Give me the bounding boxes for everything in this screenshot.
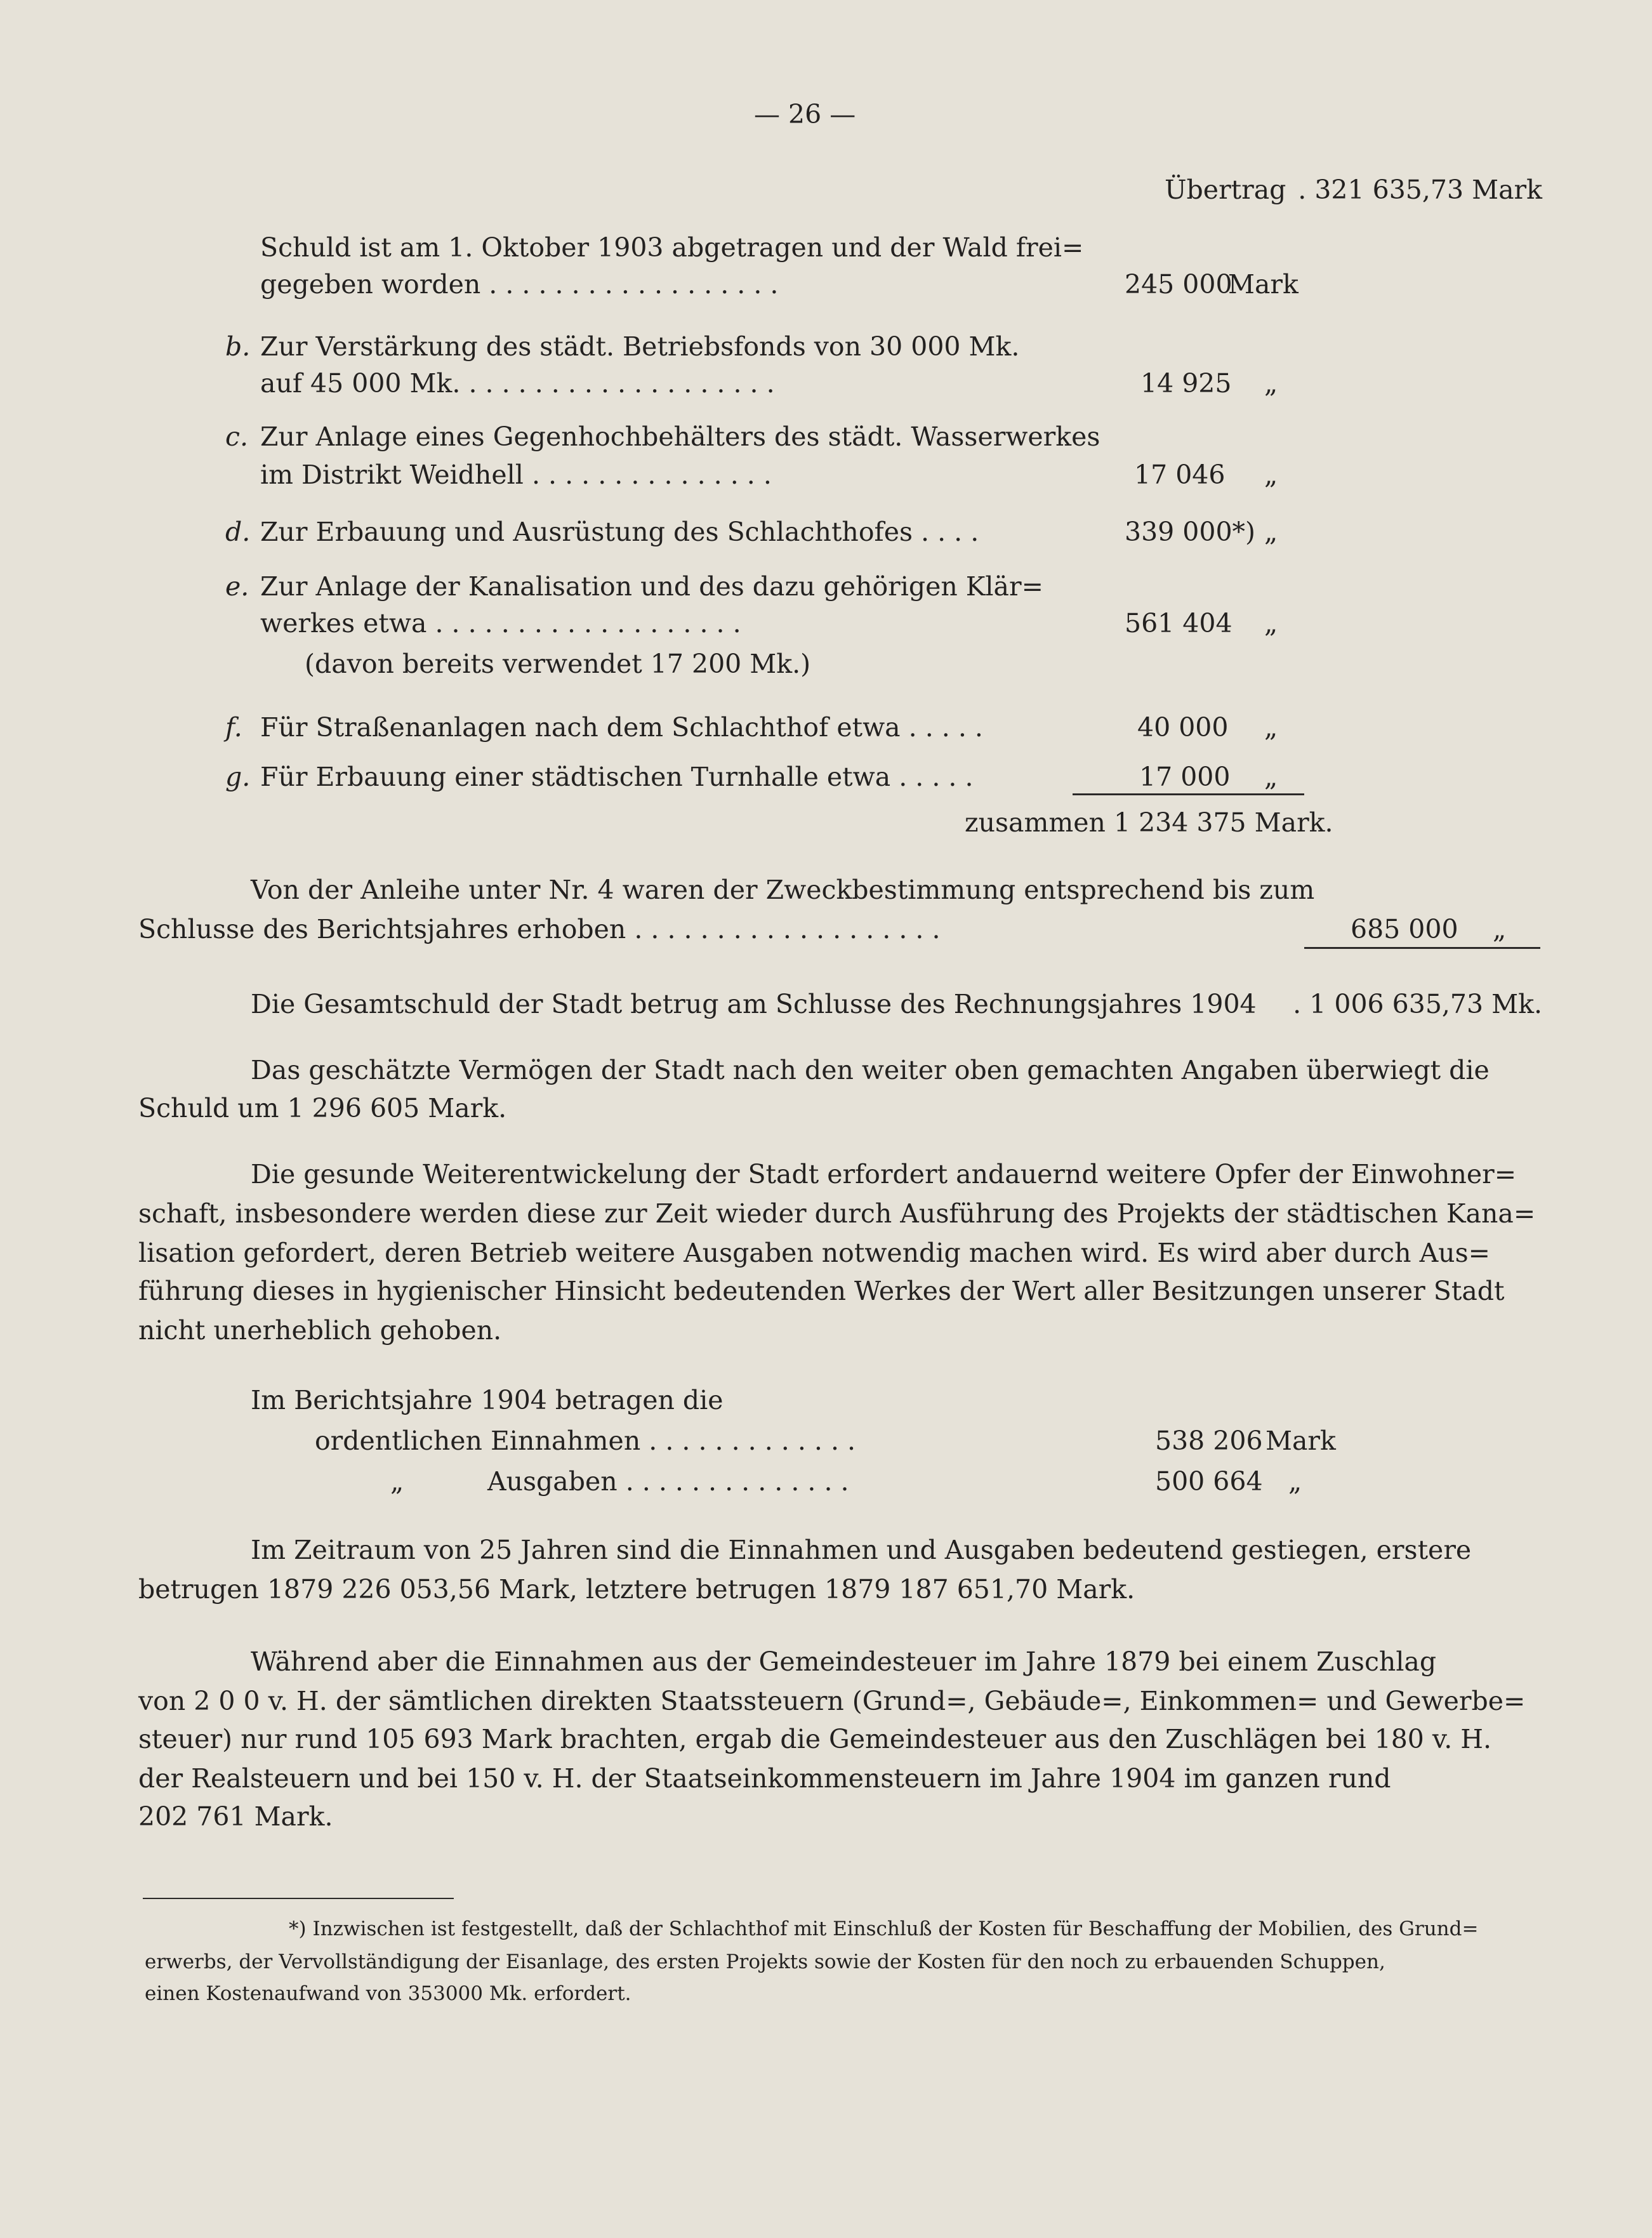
debt-item-g-line1: Für Erbauung einer städtischen Turnhalle etwa . . . . . bbox=[260, 762, 974, 792]
footnote-line3: einen Kostenaufwand von 353000 Mk. erfordert. bbox=[145, 1982, 631, 2005]
para-development-line3: lisation gefordert, deren Betrieb weitere Ausgaben notwendig machen wird. Es wird aber durch Aus= bbox=[138, 1238, 1490, 1268]
para-period-line1: Im Zeitraum von 25 Jahren sind die Einnahmen und Ausgaben bedeutend gestiegen, erstere bbox=[251, 1535, 1472, 1565]
debt-item-e-unit: „ bbox=[1264, 608, 1278, 639]
loan-unit: „ bbox=[1493, 914, 1507, 944]
debt-item-b-unit: „ bbox=[1264, 368, 1278, 399]
debt-item-c-unit: „ bbox=[1264, 460, 1278, 490]
loan-amount: 685 000 bbox=[1351, 914, 1458, 944]
budget-expense-ditto: „ bbox=[390, 1466, 404, 1497]
carry-over-label: Übertrag bbox=[1165, 175, 1286, 205]
debt-item-b-line2: auf 45 000 Mk. . . . . . . . . . . . . . . . . . . . bbox=[260, 368, 775, 399]
debt-item-b-amount: 14 925 bbox=[1140, 368, 1232, 399]
para-tax-line3: steuer) nur rund 105 693 Mark brachten, ergab die Gemeindesteuer aus den Zuschlägen bei 180 v. H. bbox=[138, 1724, 1492, 1754]
para-period-line2: betrugen 1879 226 053,56 Mark, letztere betrugen 1879 187 651,70 Mark. bbox=[138, 1574, 1135, 1605]
para-tax-line2: von 2 0 0 v. H. der sämtlichen direkten Staatssteuern (Grund=, Gebäude=, Einkommen= und Gewerbe= bbox=[138, 1686, 1526, 1716]
debt-item-c-line1: Zur Anlage eines Gegenhochbehälters des städt. Wasserwerkes bbox=[260, 421, 1100, 452]
budget-income-unit: Mark bbox=[1265, 1426, 1336, 1456]
debt-item-e-note: (davon bereits verwendet 17 200 Mk.) bbox=[305, 649, 811, 679]
loan-rule bbox=[1304, 947, 1540, 949]
debt-item-c-amount: 17 046 bbox=[1134, 460, 1226, 490]
budget-intro: Im Berichtsjahre 1904 betragen die bbox=[251, 1385, 724, 1415]
para-assets-line1: Das geschätzte Vermögen der Stadt nach den weiter oben gemachten Angaben überwiegt die bbox=[251, 1055, 1490, 1085]
debt-item-b-letter: b. bbox=[225, 331, 251, 362]
budget-income-value: 538 206 bbox=[1155, 1426, 1263, 1456]
debt-item-f-unit: „ bbox=[1264, 712, 1278, 743]
subtotal: zusammen 1 234 375 Mark. bbox=[965, 807, 1333, 838]
footnote-line1: *) Inzwischen ist festgestellt, daß der Schlachthof mit Einschluß der Kosten für Beschaffung der Mobilien, des Grund= bbox=[289, 1917, 1479, 1940]
debt-item-d-unit: „ bbox=[1264, 517, 1278, 547]
para-tax-line4: der Realsteuern und bei 150 v. H. der Staatseinkommensteuern im Jahre 1904 im ganzen rund bbox=[138, 1763, 1391, 1794]
budget-expense-value: 500 664 bbox=[1155, 1466, 1263, 1497]
debt-item-e-letter: e. bbox=[225, 571, 249, 602]
footnote-line2: erwerbs, der Vervollständigung der Eisanlage, des ersten Projekts sowie der Kosten für den noch zu erbauenden Schuppen, bbox=[145, 1950, 1385, 1973]
para-assets-line2: Schuld um 1 296 605 Mark. bbox=[138, 1093, 507, 1123]
debt-item-e-line2: werkes etwa . . . . . . . . . . . . . . . . . . . bbox=[260, 608, 741, 639]
debt-item-b-line1: Zur Verstärkung des städt. Betriebsfonds von 30 000 Mk. bbox=[260, 331, 1020, 362]
debt-item-e-amount: 561 404 bbox=[1125, 608, 1232, 639]
debt-item-c-line2: im Distrikt Weidhell . . . . . . . . . . . . . . . bbox=[260, 460, 772, 490]
loan-line1: Von der Anleihe unter Nr. 4 waren der Zweckbestimmung entsprechend bis zum bbox=[251, 875, 1315, 905]
debt-item-d-line1: Zur Erbauung und Ausrüstung des Schlachthofes . . . . bbox=[260, 517, 979, 547]
footnote-rule bbox=[143, 1898, 454, 1899]
debt-item-c-letter: c. bbox=[225, 421, 248, 452]
debt-item-d-letter: d. bbox=[225, 517, 251, 547]
debt-item-g-amount: 17 000 bbox=[1139, 762, 1231, 792]
debt-item-a-amount: 245 000 bbox=[1125, 269, 1232, 300]
debt-item-f-letter: f. bbox=[225, 712, 242, 743]
debt-item-f-line1: Für Straßenanlagen nach dem Schlachthof etwa . . . . . bbox=[260, 712, 983, 743]
debt-item-g-letter: g. bbox=[225, 762, 251, 792]
debt-item-a-line1: Schuld ist am 1. Oktober 1903 abgetragen und der Wald frei= bbox=[260, 232, 1084, 263]
total-debt-value: . 1 006 635,73 Mk. bbox=[1293, 989, 1542, 1019]
total-debt-text: Die Gesamtschuld der Stadt betrug am Schlusse des Rechnungsjahres 1904 bbox=[251, 989, 1257, 1019]
debt-item-f-amount: 40 000 bbox=[1137, 712, 1229, 743]
para-development-line4: führung dieses in hygienischer Hinsicht bedeutenden Werkes der Wert aller Besitzungen unserer Stadt bbox=[138, 1276, 1505, 1306]
debt-item-d-amount: 339 000*) bbox=[1125, 517, 1256, 547]
debt-item-a-unit: Mark bbox=[1228, 269, 1298, 300]
page-number: — 26 — bbox=[754, 99, 856, 129]
carry-over-value: . 321 635,73 Mark bbox=[1298, 175, 1542, 205]
subtotal-rule bbox=[1073, 793, 1304, 795]
budget-expense-unit: „ bbox=[1288, 1466, 1302, 1497]
para-tax-line1: Während aber die Einnahmen aus der Gemeindesteuer im Jahre 1879 bei einem Zuschlag bbox=[251, 1646, 1437, 1677]
para-development-line1: Die gesunde Weiterentwickelung der Stadt erfordert andauernd weitere Opfer der Einwohner= bbox=[251, 1159, 1517, 1189]
budget-expense-label: Ausgaben . . . . . . . . . . . . . . bbox=[487, 1466, 849, 1497]
debt-item-e-line1: Zur Anlage der Kanalisation und des dazu gehörigen Klär= bbox=[260, 571, 1043, 602]
loan-line2: Schlusse des Berichtsjahres erhoben . . . . . . . . . . . . . . . . . . . bbox=[138, 914, 941, 944]
budget-income-label: ordentlichen Einnahmen . . . . . . . . . . . . . bbox=[315, 1426, 856, 1456]
debt-item-g-unit: „ bbox=[1264, 762, 1278, 792]
debt-item-a-line2: gegeben worden . . . . . . . . . . . . . . . . . . bbox=[260, 269, 779, 300]
para-development-line2: schaft, insbesondere werden diese zur Zeit wieder durch Ausführung des Projekts der städtischen Kana= bbox=[138, 1198, 1536, 1229]
para-development-line5: nicht unerheblich gehoben. bbox=[138, 1315, 502, 1346]
para-tax-line5: 202 761 Mark. bbox=[138, 1801, 333, 1832]
